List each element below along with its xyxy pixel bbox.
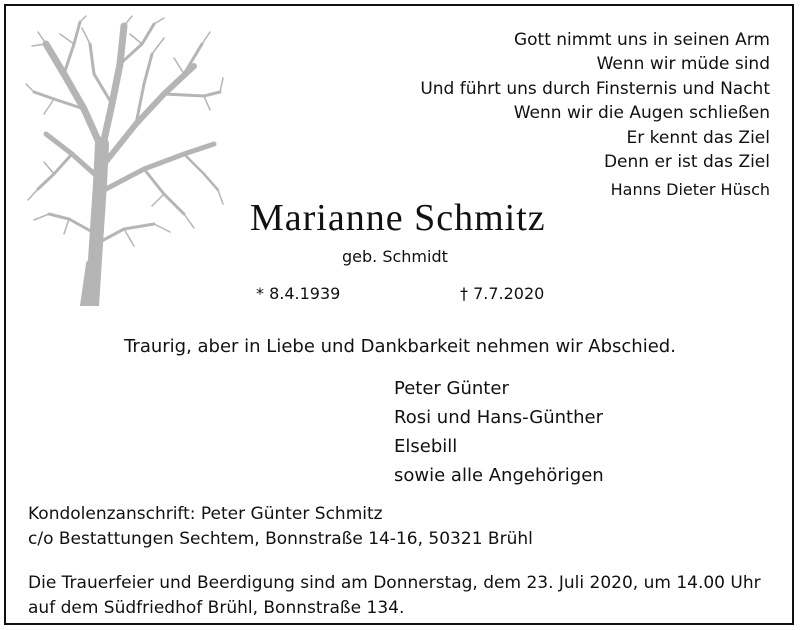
- address-line: Kondolenzanschrift: Peter Günter Schmitz: [28, 504, 383, 524]
- poem-line: Wenn wir die Augen schließen: [513, 103, 770, 124]
- poem: [350, 28, 770, 174]
- funeral-service-info: [28, 571, 778, 621]
- deceased-name: Marianne Schmitz: [250, 197, 546, 239]
- death-date: † 7.7.2020: [460, 284, 545, 303]
- address-line: c/o Bestattungen Sechtem, Bonnstraße 14-16, 50321 Brühl: [28, 529, 533, 549]
- poem-author: Hanns Dieter Hüsch: [610, 180, 770, 199]
- service-line: Die Trauerfeier und Beerdigung sind am Donnerstag, dem 23. Juli 2020, um 14.00 Uhr: [28, 573, 761, 593]
- service-line: auf dem Südfriedhof Brühl, Bonnstraße 134.: [28, 598, 405, 618]
- mourners-list: [394, 374, 604, 490]
- bare-tree-icon: [24, 14, 224, 306]
- mourner: Peter Günter: [394, 378, 509, 399]
- mourner: sowie alle Angehörigen: [394, 465, 604, 486]
- mourner: Rosi und Hans-Günther: [394, 407, 603, 428]
- farewell-text: Traurig, aber in Liebe und Dankbarkeit nehmen wir Abschied.: [124, 336, 676, 357]
- poem-line: Denn er ist das Ziel: [603, 152, 770, 173]
- poem-line: Er kennt das Ziel: [626, 127, 770, 148]
- birth-name: geb. Schmidt: [342, 247, 448, 266]
- poem-line: Und führt uns durch Finsternis und Nacht: [420, 78, 770, 99]
- birth-date: * 8.4.1939: [256, 284, 341, 303]
- poem-line: Wenn wir müde sind: [596, 54, 770, 75]
- condolence-address: [28, 502, 533, 552]
- mourner: Elsebill: [394, 436, 458, 457]
- poem-line: Gott nimmt uns in seinen Arm: [513, 30, 770, 50]
